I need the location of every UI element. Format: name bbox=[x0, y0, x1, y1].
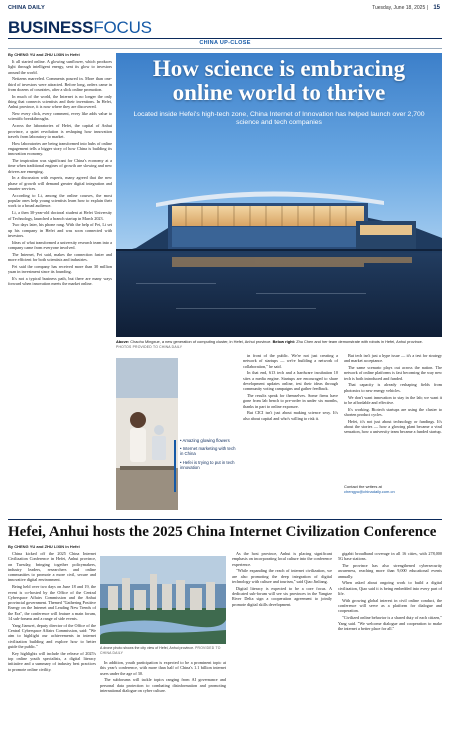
hefei-drone-photo bbox=[100, 556, 226, 644]
paragraph: The province has also strengthened cybersecurity awareness, reaching more than 9,000 educational events annually. bbox=[338, 563, 442, 579]
story1-column-4 bbox=[344, 353, 442, 479]
caption-text: A drone photo shows the city view of Hefei, Anhui province. bbox=[100, 646, 195, 650]
highlight-item: • Amazing glowing flowers bbox=[180, 438, 230, 443]
photo-credit: PROVIDED TO CHINA DAILY bbox=[100, 646, 221, 655]
paragraph: Hefei, it's not just about technology or fundings. It's about the stories — how a glowing plant became a viral sensation, how a university team became a funded startup. bbox=[344, 418, 442, 435]
paragraph: It's working. Biotech startups are using the cluster to shorten product cycles. bbox=[344, 406, 442, 417]
paragraph: That capacity is already reshaping fields from photonics to new energy vehicles. bbox=[344, 382, 442, 393]
paragraph: Being held over two days on June 18 and 19, the event is co-hosted by the Office of the Central Cyberspace Affairs Commission and the Anhui provincial government. Themed "Gathering Positive Energy on the Internet and Leading New Trends of the Era", the conference will feature a main forum, 14 sub-forums and a range of side events. bbox=[8, 584, 96, 622]
top-rule bbox=[8, 38, 442, 39]
paragraph: New every click, every comment, every like adds value to scientific breakthroughs. bbox=[8, 111, 112, 122]
masthead-business: BUSINESS bbox=[8, 18, 94, 37]
paragraph: It's not a typical business path, but there are many ways forward when innovation meets the market online. bbox=[8, 275, 112, 287]
paragraph: Across the laboratories of Hefei, the capital of Anhui province, a quiet revolution is reshaping how innovation travels from laboratory to market. bbox=[8, 123, 112, 139]
paragraph: Netizens marveled. Comments poured in. More than one-third of investors were attracted. Before long, orders came in from dozens of countries, after a slick online promotion. bbox=[8, 76, 112, 92]
paragraph: As the host province, Anhui is placing significant emphasis on incorporating local culture into the conference experience. bbox=[232, 551, 332, 567]
story1-column-3 bbox=[243, 353, 338, 515]
paragraph: In that end, 613 tech and a hardware incubation 10 sites a media engine. Startups are encouraged to share development updates online, test their ideas through community voting campaigns and gather feedback. bbox=[243, 370, 338, 392]
caption-label-above: Above: bbox=[116, 339, 130, 344]
date-text: Tuesday, June 18, 2025 bbox=[372, 5, 426, 11]
section-masthead bbox=[8, 18, 152, 38]
paragraph: Ideas of what transformed a university research team into a company came from everyone involved. bbox=[8, 239, 112, 250]
story2-photo-caption bbox=[100, 646, 226, 655]
paragraph: It all started online. A glowing sunflower, which produces light through intelligent energy, sent its glow to investors around the world. bbox=[8, 59, 112, 75]
caption-below: Zhu Chen and her team demonstrate with robots in Hefei, Anhui province. bbox=[296, 339, 423, 344]
story1-photo-caption bbox=[116, 340, 442, 350]
highlight-text: Amazing glowing flowers bbox=[182, 438, 230, 443]
paragraph: But CICI isn't just about making science sexy. It's also about capital and who's willing to risk it. bbox=[243, 410, 338, 421]
section-label: CHINA UP-CLOSE bbox=[199, 40, 251, 46]
masthead-focus: FOCUS bbox=[93, 18, 152, 37]
story2-headline: Hefei, Anhui hosts the 2025 China Internet Civilization Conference bbox=[8, 524, 437, 540]
paragraph: Yang Jianwei, deputy director of the Office of the Central Cyberspace Affairs Commission, said: "We aim to highlight our achievements in internet civilization building and explore how to better guide the public." bbox=[8, 622, 96, 650]
paragraph: But tech isn't just a hype issue — it's a test for strategy and market acceptance. bbox=[344, 353, 442, 364]
story1-highlights bbox=[180, 438, 240, 473]
paragraph: Two days later, his phone rang. With the help of Fei, Li set up his company in Hefei and was soon connected with investors. bbox=[8, 222, 112, 238]
paragraph: in front of the public. We're not just creating a network of startups — we're building a network of collaboration," he said. bbox=[243, 353, 338, 369]
caption-above: Chaohu Mingxue, a new generation of computing cluster, in Hefei, Anhui province. bbox=[130, 339, 272, 344]
city-view-illustration bbox=[100, 556, 226, 644]
paragraph: The Internet, Fei said, makes the connection faster and more efficient for both scientists and industries. bbox=[8, 251, 112, 263]
highlight-item: • Internet marketing with tech in China bbox=[180, 446, 236, 457]
story-divider bbox=[8, 519, 442, 520]
robot-demo-illustration bbox=[116, 358, 178, 510]
highlight-bar bbox=[174, 440, 176, 492]
date-divider: | bbox=[426, 5, 428, 11]
story1-column-1 bbox=[8, 59, 112, 514]
story1-contact bbox=[344, 484, 442, 494]
paragraph: In much of the world, the Internet is no longer the only thing that connects scientists and their inventions. In Hefei, Anhui province, it is now where they are discovered. bbox=[8, 93, 112, 110]
paragraph: The same scenario plays out across the nation. The network of online platforms is fast becoming the way new tech is both introduced and funded. bbox=[344, 365, 442, 381]
paragraph: Li, a then 30-year-old doctoral student at Hefei University of Technology, launched a branch startup in March 2023. bbox=[8, 210, 112, 221]
paragraph: According to Li, among the online courses, the most popular ones help young scientists learn how to explain their work to a broad audience. bbox=[8, 192, 112, 209]
contact-email[interactable]: chengyu@chinadaily.com.cn bbox=[344, 489, 395, 495]
issue-date bbox=[372, 5, 440, 11]
paragraph: With growing global interest in civil online conduct, the conference will serve as a platform for dialogue and cooperation. bbox=[338, 597, 442, 614]
paragraph: In a discussion with experts, many agreed that the new phase of growth will demand greater digital integration and smarter services. bbox=[8, 175, 112, 192]
story2-column-2 bbox=[100, 660, 226, 742]
story2-column-4 bbox=[338, 551, 442, 741]
hero-photo bbox=[116, 53, 442, 337]
headline-line-2: online world to thrive bbox=[172, 80, 386, 105]
page-number: 15 bbox=[433, 5, 440, 11]
paragraph: Digital literacy is expected to be a core focus. A dedicated sub-forum will see six provinces in the Yangtze River Delta sign a cooperation agreement to jointly promote digital skills development. bbox=[232, 585, 332, 607]
story2-column-3 bbox=[232, 551, 332, 741]
story1-headline bbox=[116, 57, 442, 105]
story2-column-1 bbox=[8, 551, 96, 741]
paragraph: "Civilized online behavior is a shared duty of each citizen," Yang said. "We welcome dialogue and cooperation to make the internet a better place for all." bbox=[338, 615, 442, 631]
highlight-item: • Hefei is trying to put in tech innovation bbox=[180, 459, 235, 470]
paragraph: The results speak for themselves. Some firms have gone from lab bench to pre-order in under six months, thanks in part to online exposure. bbox=[243, 393, 338, 409]
paragraph: China kicked off the 2025 China Internet Civilization Conference in Hefei, Anhui province, on Tuesday, bringing together policymakers, industry leaders, researchers and online communities to promote a more civil, secure and innovative digital environment. bbox=[8, 551, 96, 583]
caption-label-below: Below right: bbox=[272, 339, 296, 344]
paragraph: The inspiration was significant for China's economy at a time when traditional engines of growth are slowing and new drivers are emerging. bbox=[8, 158, 112, 174]
paragraph: In addition, youth participation is expected to be a prominent topic at this year's conference, with more than half of China's 1.1 billion internet users under the age of 30. bbox=[100, 660, 226, 676]
paragraph: "While expanding the reach of internet civilization, we are also promoting the deep integration of digital technology with culture and tourism," said Qiao Jinliang. bbox=[232, 568, 332, 584]
paragraph: gigabit broadband coverage in all 16 cities, with 278,000 5G base stations. bbox=[338, 551, 442, 562]
paragraph: The subforums will tackle topics ranging from AI governance and personal data protection to combating disinformation and promoting international dialogue on cyber culture. bbox=[100, 677, 226, 693]
paragraph: When asked about ongoing work to build a digital civilization, Qiao said it is being embedded into every part of life. bbox=[338, 580, 442, 597]
paragraph: We don't want innovation to stay in the lab; we want it to be affordable and effective. bbox=[344, 394, 442, 405]
story1-subhead: Located inside Hefei's high-tech zone, China Internet of Innovation has helped launch over 2,700 science and tech companies bbox=[133, 111, 425, 126]
newspaper-logo: CHINA DAILY bbox=[8, 5, 45, 11]
paragraph: Fei said the company has received more than 30 million yuan in investment since its founding. bbox=[8, 263, 112, 275]
photo-credit: PHOTOS PROVIDED TO CHINA DAILY bbox=[116, 344, 183, 349]
robot-demo-photo bbox=[116, 358, 178, 510]
highlight-text: Hefei is trying to put in tech innovation bbox=[180, 459, 235, 470]
highlight-text: Internet marketing with tech in China bbox=[180, 446, 236, 457]
contact-label: Contact the writers at bbox=[344, 484, 382, 489]
paragraph: How laboratories are being transformed into hubs of online engagement tells a bigger story of how China is building its innovation economy. bbox=[8, 140, 112, 157]
headline-line-1: How science is embracing bbox=[152, 56, 406, 81]
paragraph: Key highlights will include the release of 2025's top online youth specialists, a digital literacy initiative and a summary of industry best practices to promote online civility. bbox=[8, 650, 96, 672]
page-header bbox=[0, 0, 450, 18]
story2-byline: By CHENG YU and ZHU LIXIN in Hefei bbox=[8, 544, 80, 549]
story1-byline: By CHENG YU and ZHU LIXIN in Hefei bbox=[8, 52, 80, 57]
section-rule bbox=[8, 48, 442, 49]
